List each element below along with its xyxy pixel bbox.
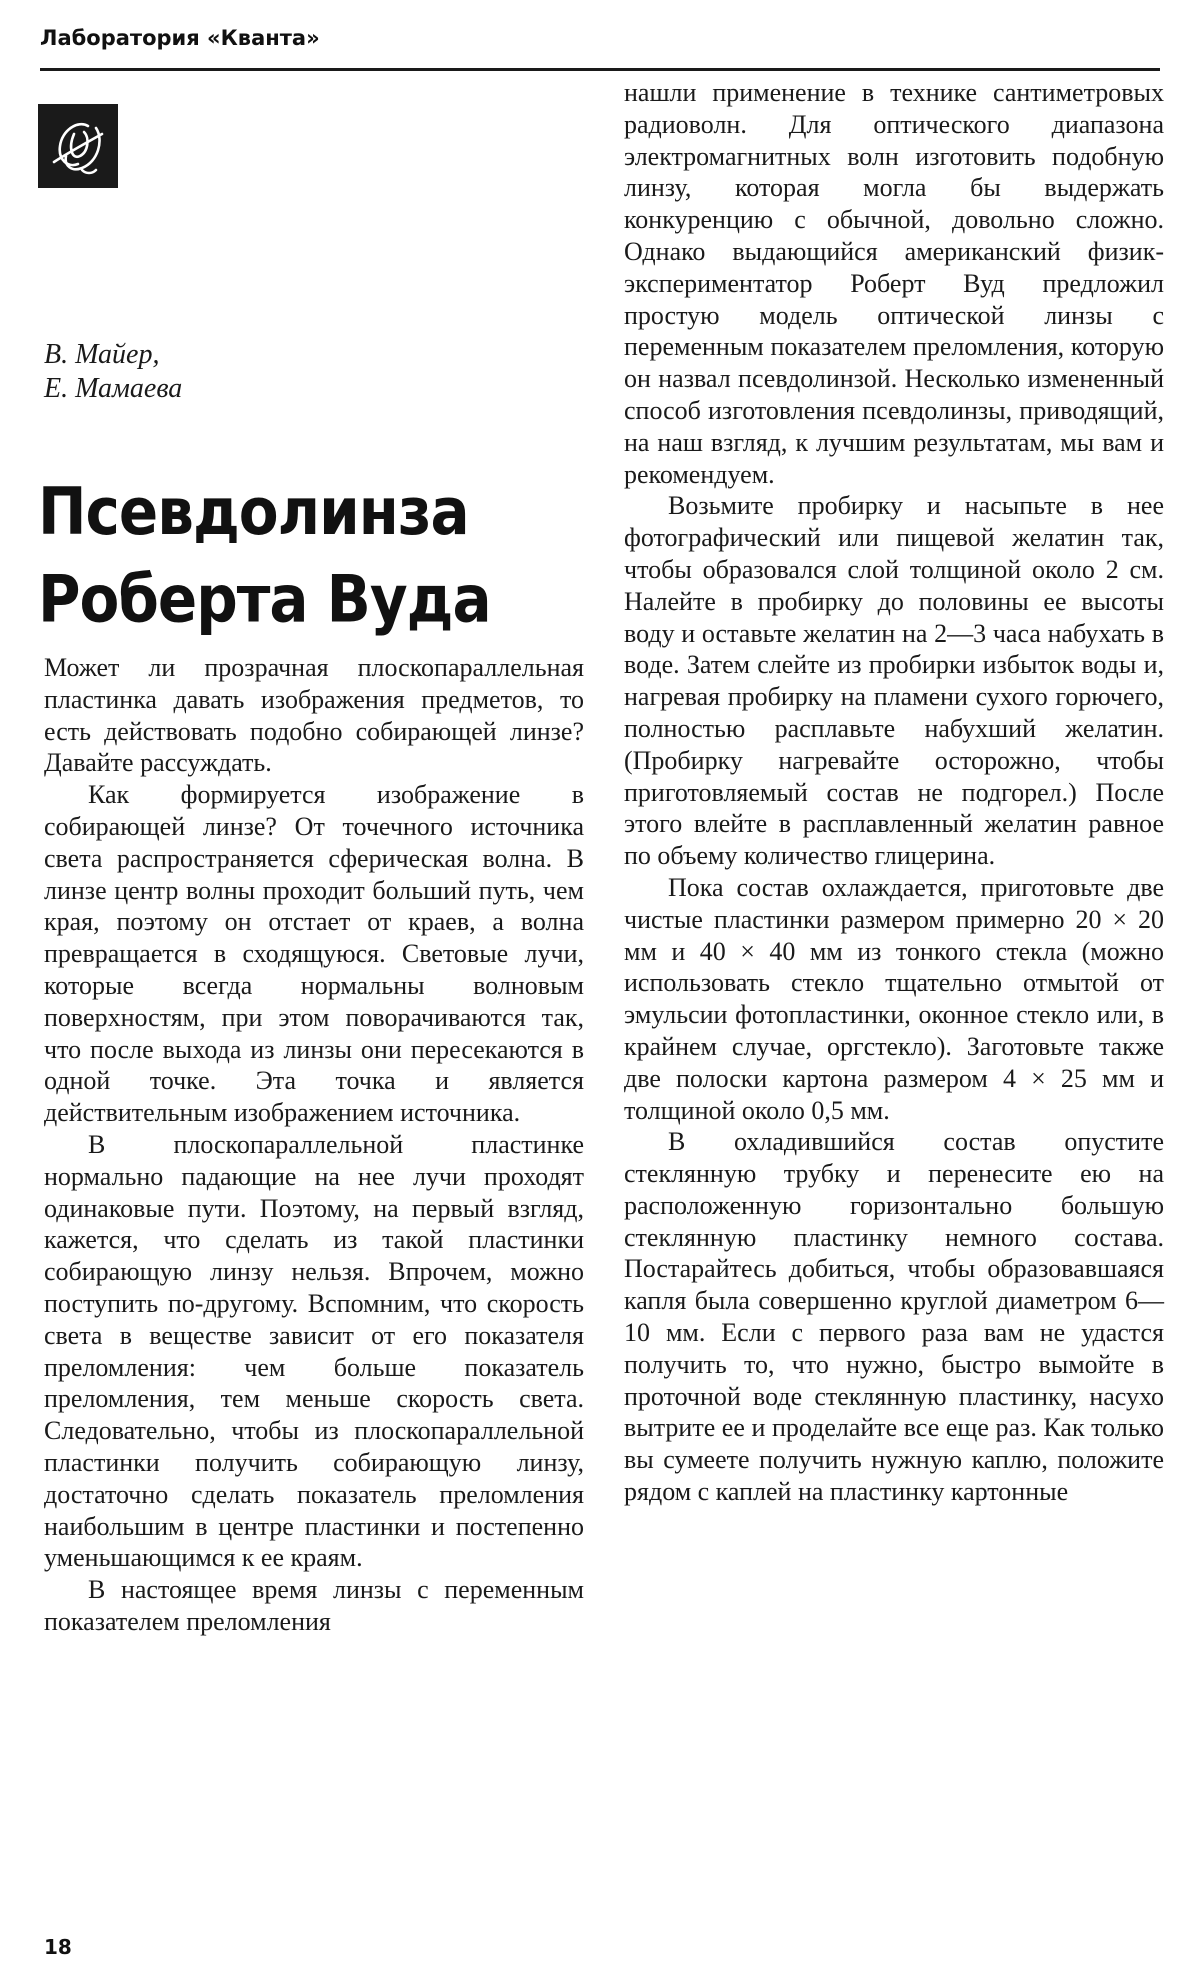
- paragraph: Может ли прозрачная плоскопараллельная пластинка давать изображения предметов, то есть действовать подобно собирающей линзе? Давайте рассуждать.: [44, 653, 584, 778]
- author-1: В. Майер,: [44, 339, 160, 370]
- paragraph: Возьмите пробирку и насыпьте в нее фотографический или пищевой желатин так, чтобы образовался слой толщиной около 2 см. Налейте в пробирку до половины ее высоты воду и оставьте желатин на 2—3 часа набухать в воде. Затем слейте из пробирки избыток воды и, нагревая пробирку на пламени сухого горючего, полностью расплавьте набухший желатин. (Пробирку нагревайте осторожно, чтобы приготовляемый состав не подгорел.) После этого влейте в расплавленный желатин равное по объему количество глицерина.: [624, 491, 1164, 871]
- paragraph: В охладившийся состав опустите стеклянную трубку и перенесите ею на расположенную горизонтально большую стеклянную пластинку немного состава. Постарайтесь добиться, чтобы образовавшаяся капля была совершенно круглой диаметром 6—10 мм. Если с первого раза вам не удастся получить то, что нужно, быстро вымойте в проточной воде стеклянную пластинку, насухо вытрите ее и проделайте все еще раз. Как только вы сумеете получить нужную каплю, положите рядом с каплей на пластинку картонные: [624, 1127, 1164, 1507]
- left-text-column: [44, 652, 584, 1638]
- title-line-1: Псевдолинза: [38, 473, 469, 550]
- paragraph: Пока состав охлаждается, приготовьте две чистые пластинки размером примерно 20 × 20 мм и 40 × 40 мм из тонкого стекла (можно использовать стекло тщательно отмытой от эмульсии фотопластинки, оконное стекло или, в крайнем случае, оргстекло). Заготовьте также две полоски картона размером 4 × 25 мм и толщиной около 0,5 мм.: [624, 872, 1164, 1125]
- article-title: [38, 468, 558, 643]
- quantum-lab-emblem-icon: [38, 104, 118, 188]
- right-text-column: [624, 77, 1164, 1508]
- author-2: Е. Мамаева: [44, 373, 183, 404]
- paragraph: В плоскопараллельной пластинке нормально падающие на нее лучи проходят одинаковые пути. Поэтому, на первый взгляд, кажется, что сделать из такой пластинки собирающую линзу нельзя. Впрочем, можно поступить по-другому. Вспомним, что скорость света в веществе зависит от его показателя преломления: чем больше показатель преломления, тем меньше скорость света. Следовательно, чтобы из плоскопараллельной пластинки получить собирающую линзу, достаточно сделать показатель преломления наибольшим в центре пластинки и постепенно уменьшающимся к ее краям.: [44, 1129, 584, 1573]
- section-header: Лаборатория «Кванта»: [40, 26, 320, 50]
- paragraph: В настоящее время линзы с переменным показателем преломления: [44, 1575, 584, 1636]
- authors: [44, 338, 182, 406]
- header-rule: [40, 68, 1160, 71]
- page-number: 18: [44, 1935, 72, 1959]
- paragraph: Как формируется изображение в собирающей линзе? От точечного источника света распространяется сферическая волна. В линзе центр волны проходит больший путь, чем края, поэтому он отстает от краев, а волна превращается в сходящуюся. Световые лучи, которые всегда нормальны волновым поверхностям, при этом поворачиваются так, что после выхода из линзы они пересекаются в одной точке. Эта точка и является действительным изображением источника.: [44, 780, 584, 1128]
- title-line-2: Роберта Вуда: [38, 560, 491, 638]
- paragraph: нашли применение в технике сантиметровых радиоволн. Для оптического диапазона электромагнитных волн изготовить подобную линзу, которая могла бы выдержать конкуренцию с обычной, довольно сложно. Однако выдающийся американский физик-экспериментатор Роберт Вуд предложил простую модель оптической линзы с переменным показателем преломления, которую он назвал псевдолинзой. Несколько измененный способ изготовления псевдолинзы, приводящий, на наш взгляд, к лучшим результатам, мы вам и рекомендуем.: [624, 78, 1164, 489]
